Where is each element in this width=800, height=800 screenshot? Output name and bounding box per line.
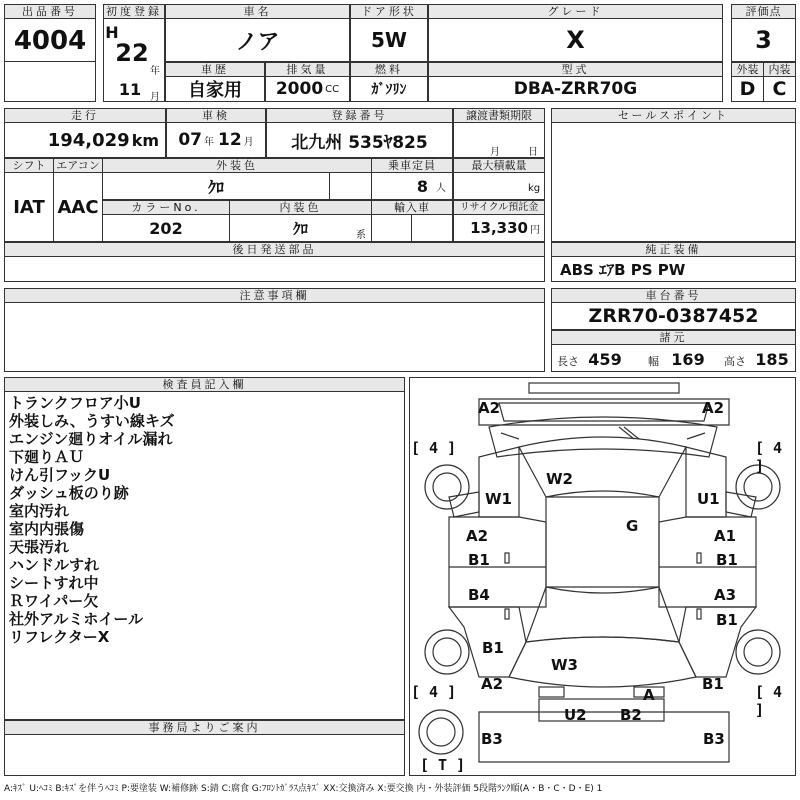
inspection-year-unit: 年 xyxy=(204,136,214,148)
rear-glass-outline xyxy=(526,587,679,642)
roof-outline xyxy=(546,497,659,587)
aircon: AAC xyxy=(53,172,103,242)
height-label: 高さ xyxy=(724,355,746,368)
inspector-note: 天張汚れ xyxy=(9,538,70,556)
inspection-month: 12 xyxy=(218,130,242,150)
interior-color: ｸﾛ xyxy=(229,214,372,242)
grade-label: グレード xyxy=(428,4,723,19)
right-doors-outline xyxy=(659,517,756,607)
recycle-deposit xyxy=(453,214,545,242)
registration-month: 11 xyxy=(118,79,142,99)
damage-mark-windshield: W2 xyxy=(546,470,573,488)
later-parts-area xyxy=(4,256,545,282)
inspector-note: トランクフロア小U xyxy=(9,394,141,412)
displacement-label: 排気量 xyxy=(265,62,350,77)
sales-point-label: セールスポイント xyxy=(551,108,796,123)
car-name-label: 車名 xyxy=(165,4,350,19)
damage-mark-right-rear-door-a: A3 xyxy=(714,586,737,604)
damage-mark-right-rear-fender: B1 xyxy=(702,675,724,693)
length-value: 459 xyxy=(588,349,622,369)
damage-mark-rear-right-bumper: B3 xyxy=(703,730,725,748)
person-unit: 人 xyxy=(436,182,446,194)
damage-mark-right-rear-door-b: B1 xyxy=(716,611,738,629)
first-registration-label: 初度登録 xyxy=(103,4,165,19)
interior-label: 内装 xyxy=(763,62,796,77)
color-number-label: カラーNo. xyxy=(102,200,230,215)
later-parts-label: 後日発送部品 xyxy=(4,242,545,257)
rear-right-tire-outline xyxy=(736,630,780,674)
front-grille-outline xyxy=(529,383,679,393)
recycle-label: リサイクル預託金 xyxy=(453,200,545,215)
inspector-note: 室内汚れ xyxy=(9,502,70,520)
import-cell-b xyxy=(411,214,453,242)
inspector-note: エンジン廻りオイル漏れ xyxy=(9,430,173,448)
fuel: ｶﾞｿﾘﾝ xyxy=(350,76,428,102)
inspector-note: Ｒワイパー欠 xyxy=(9,592,99,610)
inspection-month-unit: 月 xyxy=(243,136,254,148)
genuine-equipment: ABS ｴｱB PS PW xyxy=(551,256,796,282)
inspector-note: 外装しみ、うすい線キズ xyxy=(9,412,175,430)
damage-mark-front-left-corner: A2 xyxy=(478,399,501,417)
damage-mark-left-front-door-b: B1 xyxy=(468,551,490,569)
registration-year: 22 xyxy=(115,39,149,67)
sales-point-area xyxy=(551,122,796,242)
era-letter: H xyxy=(105,22,119,42)
damage-mark-left-rear-fender: B1 xyxy=(482,639,504,657)
caution-label: 注意事項欄 xyxy=(4,288,545,303)
shift: IAT xyxy=(4,172,54,242)
mileage-value: 194,029 xyxy=(47,129,130,151)
cc-unit: CC xyxy=(325,83,340,95)
usage-history: 自家用 xyxy=(165,76,265,102)
interior-color-label: 内装色 xyxy=(229,200,372,215)
rear-left-tire-outline xyxy=(425,630,469,674)
inspector-note: 室内内張傷 xyxy=(9,520,85,538)
kei-unit: 系 xyxy=(356,230,366,241)
damage-mark-tailgate-a: A xyxy=(643,686,655,704)
inspector-notes-list xyxy=(9,394,400,646)
chassis-number-label: 車台番号 xyxy=(551,288,796,303)
damage-mark-rear-u2: U2 xyxy=(564,706,587,724)
transfer-deadline-label: 譲渡書類期限 xyxy=(453,108,545,123)
tailgate-outline xyxy=(509,637,696,687)
history-label: 車歴 xyxy=(165,62,265,77)
front-left-tire-outline xyxy=(425,465,469,509)
inspector-note: ハンドルすれ xyxy=(9,556,100,574)
exterior-color-extra xyxy=(329,172,372,200)
registration-number-label: 登録番号 xyxy=(266,108,453,123)
tire-mark-rear-right-tire: [ 4 ] xyxy=(755,683,783,719)
tire-mark-rear-left-tire: [ 4 ] xyxy=(411,683,457,701)
tire-mark-front-left-tire: [ 4 ] xyxy=(411,439,457,457)
import-label: 輸入車 xyxy=(371,200,453,215)
exterior-color-label: 外装色 xyxy=(102,158,372,173)
inspector-note: ダッシュ板のり跡 xyxy=(9,484,129,502)
model-type: DBA-ZRR70G xyxy=(428,76,723,102)
car-outline-diagram xyxy=(409,377,796,776)
km-unit: km xyxy=(131,130,159,150)
inspection-year: 07 xyxy=(178,130,202,150)
lot-number: 4004 xyxy=(13,25,87,56)
windshield-outline xyxy=(519,437,686,497)
height-value: 185 xyxy=(755,349,789,369)
damage-mark-rear-b2: B2 xyxy=(620,706,642,724)
exterior-label: 外装 xyxy=(731,62,764,77)
width-value: 169 xyxy=(671,349,705,369)
damage-mark-left-rear-corner: A2 xyxy=(481,675,504,693)
damage-mark-right-front-door-b: B1 xyxy=(716,551,738,569)
door-type: 5W xyxy=(350,18,428,62)
damage-mark-right-front-glass: U1 xyxy=(697,490,720,508)
inspector-note: けん引フックU xyxy=(9,466,111,484)
office-notice-area xyxy=(4,734,405,776)
damage-mark-left-front-door-a: A2 xyxy=(466,527,489,545)
damage-mark-left-rear-door: B4 xyxy=(468,586,490,604)
model-type-label: 型式 xyxy=(428,62,723,77)
spec-label: 諸元 xyxy=(551,330,796,345)
damage-mark-rear-left-bumper: B3 xyxy=(481,730,503,748)
door-type-label: ドア形状 xyxy=(350,4,428,19)
inspection-label: 車検 xyxy=(166,108,266,123)
import-cell-a xyxy=(371,214,412,242)
inspection-date xyxy=(166,122,266,158)
width-label: 幅 xyxy=(648,355,659,368)
exterior-color: ｸﾛ xyxy=(102,172,330,200)
damage-mark-front-right-corner: A2 xyxy=(702,399,725,417)
capacity-value: 8 xyxy=(416,176,428,196)
lot-number-label: 出品番号 xyxy=(4,4,96,19)
kg-unit: kg xyxy=(528,183,541,194)
month-unit: 月 xyxy=(150,92,160,103)
mileage xyxy=(4,122,166,158)
mileage-label: 走行 xyxy=(4,108,166,123)
exterior-score: D xyxy=(731,76,764,102)
grade: X xyxy=(428,18,723,62)
capacity-label: 乗車定員 xyxy=(371,158,453,173)
office-notice-label: 事務局よりご案内 xyxy=(4,720,405,735)
lot-blank xyxy=(4,61,96,102)
score-label: 評価点 xyxy=(731,4,796,19)
damage-mark-rear-glass: W3 xyxy=(551,656,578,674)
color-number: 202 xyxy=(102,214,230,242)
displacement-value: 2000 xyxy=(275,79,324,99)
deadline-day-unit: 日 xyxy=(528,147,538,158)
displacement xyxy=(265,76,350,102)
genuine-equipment-label: 純正装備 xyxy=(551,242,796,257)
damage-legend: A:ｷｽﾞ U:ﾍｺﾐ B:ｷｽﾞを伴うﾍｺﾐ P:要塗装 W:補修跡 S:錆 C:腐食 G:ﾌﾛﾝﾄｶﾞﾗｽ点ｷｽﾞ XX:交換済み X:要交換 内・外装評価 5段階ﾗﾝｸ順(A・B・C・D・E) 1 xyxy=(4,784,603,794)
tire-mark-front-right-tire: [ 4 ] xyxy=(755,439,783,475)
registration-number: 北九州 535ﾔ825 xyxy=(266,122,453,158)
chassis-number: ZRR70-0387452 xyxy=(551,302,796,330)
interior-score: C xyxy=(763,76,796,102)
car-name: ノア xyxy=(165,18,350,62)
length-label: 長さ xyxy=(557,355,579,368)
aircon-label: エアコン xyxy=(53,158,103,173)
max-load-label: 最大積載量 xyxy=(453,158,545,173)
fuel-label: 燃料 xyxy=(350,62,428,77)
inspector-notes-area xyxy=(4,391,405,720)
deadline-month-unit: 月 xyxy=(490,147,500,158)
shift-label: シフト xyxy=(4,158,54,173)
inspector-notes-label: 検査員記入欄 xyxy=(4,377,405,392)
capacity xyxy=(371,172,453,200)
spare-tire-outline xyxy=(419,710,463,754)
tire-mark-spare-tire: [ T ] xyxy=(420,756,466,774)
damage-mark-roof: G xyxy=(626,517,639,535)
damage-mark-left-front-glass: W1 xyxy=(485,490,512,508)
caution-area xyxy=(4,302,545,372)
damage-mark-right-front-door-a: A1 xyxy=(714,527,737,545)
inspector-note: シートすれ中 xyxy=(9,574,99,592)
year-unit: 年 xyxy=(150,66,160,77)
inspector-note: リフレクターX xyxy=(9,628,110,646)
yen-unit: 円 xyxy=(530,224,540,236)
left-doors-outline xyxy=(449,517,546,607)
overall-score: 3 xyxy=(731,18,796,62)
inspector-note: 下廻りＡＵ xyxy=(9,448,85,466)
rear-bumper-outline xyxy=(479,712,729,762)
inspector-note: 社外アルミホイール xyxy=(9,610,144,628)
recycle-value: 13,330 xyxy=(470,219,528,237)
